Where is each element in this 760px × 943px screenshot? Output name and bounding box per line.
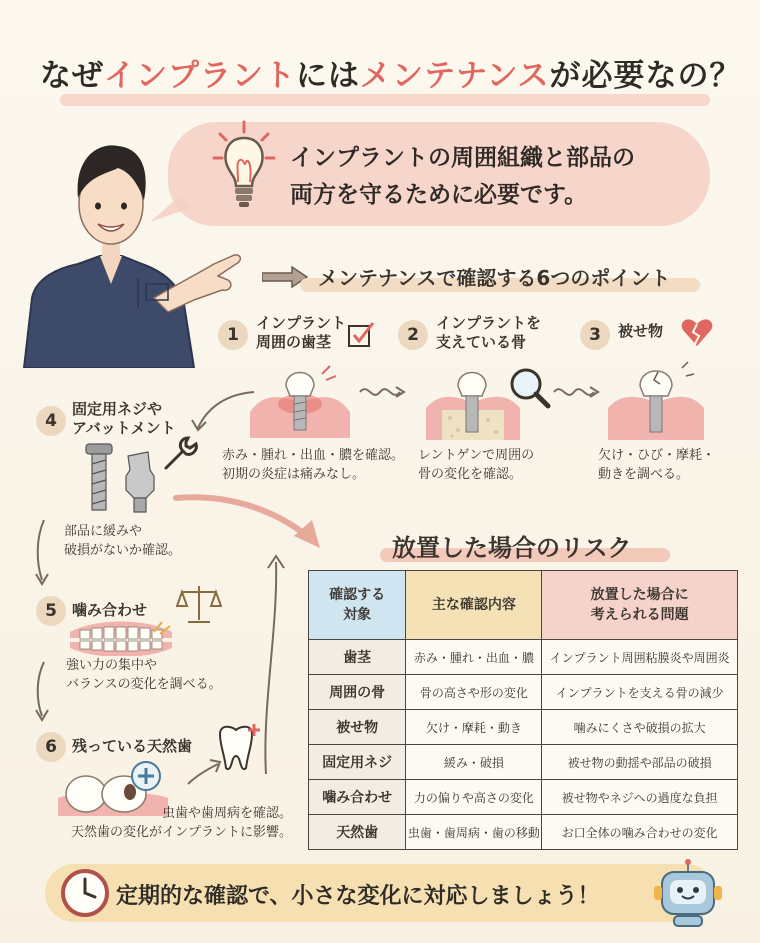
point-1-title-line1: インプラント	[256, 314, 347, 332]
point-6-title: 残っている天然歯	[72, 737, 193, 755]
point-2-desc	[418, 446, 534, 484]
point-6-desc-line1: 虫歯や歯周病を確認。	[161, 806, 292, 821]
point-1-number: 1	[218, 320, 248, 350]
header-content-text: 主な確認内容	[431, 597, 516, 613]
table-row	[309, 640, 738, 675]
curved-arrow-to-risk	[172, 490, 332, 560]
risk-table-header-row	[309, 571, 738, 640]
answer-line-1: インプラントの周囲組織と部品の	[290, 145, 635, 171]
return-arrow	[188, 388, 258, 438]
point-3-desc	[598, 446, 715, 484]
header-problem-text: 放置した場合に 考えられる問題	[590, 587, 689, 623]
title-part: が必要なの？	[549, 58, 742, 94]
header-target	[309, 571, 406, 640]
up-right-arrow	[186, 756, 226, 786]
crown-implant-illustration	[606, 356, 706, 440]
point-4-title-line2: アバットメント	[72, 419, 176, 437]
point-2-title-line1: インプラントを	[436, 314, 542, 332]
title-part: には	[296, 58, 360, 94]
title-highlight-maintenance: メンテナンス	[360, 58, 550, 94]
header-problem	[542, 571, 738, 640]
point-6-number: 6	[36, 732, 66, 762]
point-4-title-line1: 固定用ネジや	[72, 400, 163, 418]
row-problem: インプラント周囲粘膜炎や周囲炎	[542, 640, 738, 675]
row-content: 虫歯・歯周病・歯の移動	[406, 815, 542, 850]
row-problem: 被せ物の動揺や部品の破損	[542, 745, 738, 780]
row-problem: 噛みにくさや破損の拡大	[542, 710, 738, 745]
point-5-desc-line1: 強い力の集中や	[66, 658, 158, 673]
down-arrow-2	[30, 660, 54, 724]
row-target: 周囲の骨	[309, 675, 406, 710]
footer-message: 定期的な確認で、小さな変化に対応しましょう！	[116, 884, 600, 909]
header-content	[406, 571, 542, 640]
point-1-desc	[222, 446, 404, 484]
row-problem: 被せ物やネジへの過度な負担	[542, 780, 738, 815]
point-4-desc-line2: 破損がないか確認。	[64, 543, 182, 558]
point-4-title	[72, 400, 176, 438]
row-target: 被せ物	[309, 710, 406, 745]
table-row	[309, 710, 738, 745]
point-5-title: 噛み合わせ	[72, 601, 148, 619]
point-2-number: 2	[398, 320, 428, 350]
page-title	[40, 50, 742, 95]
down-arrow-1	[30, 518, 54, 588]
risk-table	[308, 570, 738, 850]
plus-circle-icon	[128, 758, 164, 794]
curvy-arrow-1	[358, 382, 408, 402]
row-target: 噛み合わせ	[309, 780, 406, 815]
curvy-arrow-2	[552, 382, 602, 402]
title-underline	[60, 94, 710, 106]
clock-icon	[58, 866, 112, 920]
row-problem: お口全体の噛み合わせの変化	[542, 815, 738, 850]
row-target: 歯茎	[309, 640, 406, 675]
point-2-desc-line2: 骨の変化を確認。	[418, 467, 523, 482]
title-highlight-implant: インプラント	[104, 58, 296, 94]
point-4-number: 4	[36, 406, 66, 436]
point-3-title: 被せ物	[618, 322, 664, 340]
title-part: なぜ	[40, 58, 104, 94]
table-row	[309, 815, 738, 850]
table-row	[309, 745, 738, 780]
point-1-desc-line1: 赤み・腫れ・出血・膿を確認。	[222, 448, 405, 463]
point-1-desc-line2: 初期の炎症は痛みなし。	[222, 467, 366, 482]
broken-heart-icon	[680, 316, 714, 348]
row-content: 骨の高さや形の変化	[406, 675, 542, 710]
answer-line-2: 両方を守るために必要です。	[290, 182, 588, 208]
dentist-illustration	[18, 128, 248, 368]
check-box-icon	[346, 320, 376, 350]
point-2-desc-line1: レントゲンで周囲の	[418, 448, 535, 463]
point-5-number: 5	[36, 596, 66, 626]
point-5-desc	[66, 656, 222, 694]
point-1-title	[256, 314, 346, 352]
row-content: 緩み・破損	[406, 745, 542, 780]
bone-implant-illustration	[422, 356, 552, 440]
wrench-icon	[160, 434, 200, 474]
point-2-title-line2: 支えている骨	[436, 333, 527, 351]
row-content: 赤み・腫れ・出血・膿	[406, 640, 542, 675]
answer-text	[290, 140, 700, 214]
row-target: 天然歯	[309, 815, 406, 850]
scale-icon	[176, 582, 222, 626]
point-3-desc-line2: 動きを調べる。	[598, 467, 690, 482]
point-1-title-line2: 周囲の歯茎	[256, 333, 332, 351]
header-target-text: 確認する 対象	[329, 587, 386, 623]
row-target: 固定用ネジ	[309, 745, 406, 780]
point-4-desc	[64, 522, 181, 560]
gum-implant-illustration	[250, 358, 350, 438]
point-4-desc-line1: 部品に緩みや	[64, 524, 143, 539]
row-problem: インプラントを支える骨の減少	[542, 675, 738, 710]
table-row	[309, 675, 738, 710]
table-row	[309, 780, 738, 815]
point-3-number: 3	[580, 320, 610, 350]
points-heading: メンテナンスで確認する6つのポイント	[318, 266, 671, 290]
point-2-title	[436, 314, 541, 352]
row-content: 力の偏りや高さの変化	[406, 780, 542, 815]
row-content: 欠け・摩耗・動き	[406, 710, 542, 745]
point-6-desc	[68, 804, 292, 842]
point-6-desc-line2: 天然歯の変化がインプラントに影響。	[70, 825, 292, 840]
risk-title: 放置した場合のリスク	[392, 534, 632, 562]
point-5-desc-line2: バランスの変化を調べる。	[66, 677, 222, 692]
spark-icon	[150, 614, 176, 636]
robot-icon	[650, 858, 726, 930]
point-3-desc-line1: 欠け・ひび・摩耗・	[598, 448, 716, 463]
